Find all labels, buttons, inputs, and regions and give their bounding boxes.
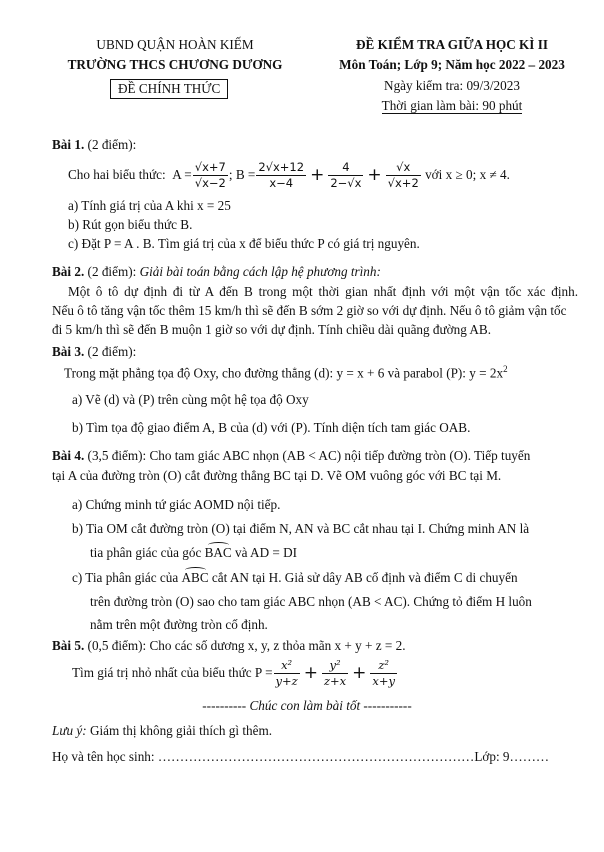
problem-4-heading [52, 448, 530, 464]
problem-1-part-a: a) Tính giá trị của A khi x = 25 [68, 198, 231, 213]
expr-B1-numerator: 2√x+12 [258, 159, 305, 174]
school-name: TRƯỜNG THCS CHƯƠNG DƯƠNG [67, 57, 283, 72]
problem-5-title: Bài 5. [52, 638, 85, 653]
expr-B-term-1 [256, 160, 306, 191]
problem-1-title: Bài 1. [52, 137, 85, 152]
expr-A-denominator: √x−2 [194, 175, 226, 190]
problem-3-heading [52, 344, 136, 360]
problem-3-intro-text: Trong mặt phẳng tọa độ Oxy, cho đường thẳng (d): y = x + 6 và parabol (P): y = 2x [64, 365, 504, 381]
problem-3-title: Bài 3. [52, 344, 85, 359]
p5-f2-numerator: y² [322, 658, 348, 674]
expr-B3-numerator: √x [386, 160, 421, 176]
expr-B1-denominator: x−4 [269, 175, 294, 190]
exponent: 2 [503, 364, 508, 374]
expr-B2-denominator: 2−√x [330, 175, 362, 190]
problem-5-intro: Tìm giá trị nhỏ nhất của biểu thức P = [72, 665, 273, 680]
problem-4-title: Bài 4. [52, 448, 85, 463]
problem-4-part-b-line-1: b) Tia OM cắt đường tròn (O) tại điểm N, AN và BC cắt nhau tại I. Chứng minh AN là [72, 521, 530, 536]
p5-fraction-1 [274, 658, 300, 689]
closing-wish: ---------- Chúc con làm bài tốt ----------- [202, 698, 412, 713]
expr-B-term-2 [328, 160, 363, 191]
p5-f2-denominator: z+x [323, 673, 347, 688]
exam-duration [322, 98, 582, 114]
expr-B-label: B = [235, 167, 256, 182]
plus-sign: + [303, 663, 318, 683]
problem-4-part-c-line-2: trên đường tròn (O) sao cho tam giác ABC nhọn (AB < AC). Chứng tỏ điểm H luôn [90, 594, 532, 609]
problem-2-line-3: đi 5 km/h thì sẽ đến B muộn 1 giờ so với dự định. Tính chiều dài quãng đường AB. [52, 322, 492, 337]
exam-title: ĐỀ KIỂM TRA GIỮA HỌC KÌ II [356, 37, 548, 52]
duration-text: Thời gian làm bài: 90 phút [381, 98, 523, 113]
problem-4-statement: (3,5 điểm): Cho tam giác ABC nhọn (AB < AC) nội tiếp đường tròn (O). Tiếp tuyến [84, 448, 531, 463]
authority-name: UBND QUẬN HOÀN KIẾM [96, 37, 254, 52]
problem-5-expression [72, 655, 398, 691]
official-badge: ĐỀ CHÍNH THỨC [110, 79, 228, 99]
expr-B-term-3 [386, 160, 421, 191]
problem-1-intro: Cho hai biểu thức: [68, 167, 166, 182]
note-text: Giám thị không giải thích gì thêm. [86, 723, 273, 738]
expr-B2-numerator: 4 [328, 160, 363, 176]
problem-3-intro [64, 364, 508, 381]
problem-1-part-b: b) Rút gọn biểu thức B. [68, 217, 193, 232]
p5-f3-denominator: x+y [372, 673, 396, 688]
problem-2-title: Bài 2. [52, 264, 85, 279]
problem-1-part-c: c) Đặt P = A . B. Tìm giá trị của x để biểu thức P có giá trị nguyên. [68, 236, 420, 251]
part-b-text: tia phân giác của góc [90, 545, 205, 560]
plus-sign: + [352, 663, 367, 683]
problem-1-condition: với x ≥ 0; x ≠ 4. [425, 167, 510, 182]
subject-line: Môn Toán; Lớp 9; Năm học 2022 – 2023 [339, 57, 565, 72]
part-c-text-end: cắt AN tại H. Giả sử dây AB cố định và điểm C di chuyển [208, 570, 518, 585]
expr-B3-denominator: √x+2 [387, 175, 419, 190]
part-b-text-end: và AD = DI [231, 545, 298, 560]
angle-BAC: BAC [204, 545, 232, 560]
problem-3-part-a: a) Vẽ (d) và (P) trên cùng một hệ tọa độ Oxy [72, 392, 309, 407]
problem-3-points: (2 điểm): [84, 344, 137, 359]
problem-3-part-b: b) Tìm tọa độ giao điểm A, B của (d) với (P). Tính diện tích tam giác OAB. [72, 420, 471, 435]
problem-2-points: (2 điểm): [84, 264, 140, 279]
problem-1-expressions [68, 157, 510, 193]
p5-f3-numerator: z² [370, 658, 397, 674]
problem-4-part-b-line-2 [90, 545, 297, 561]
problem-4-line-2: tại A của đường tròn (O) cắt đường thẳng BC tại D. Vẽ OM vuông góc với BC tại M. [52, 468, 502, 483]
part-c-text: c) Tia phân giác của [72, 570, 182, 585]
plus-sign: + [310, 165, 325, 185]
student-info-line: Họ và tên học sinh: ………………………………………………………………Lớp: 9……… [52, 749, 550, 764]
problem-1-points: (2 điểm): [84, 137, 137, 152]
p5-f1-numerator: x² [274, 658, 300, 674]
p5-fraction-3 [370, 658, 397, 689]
problem-2-line-2: Nếu ô tô tăng vận tốc thêm 15 km/h thì sẽ đến B sớm 2 giờ so với dự định. Nếu ô tô giảm vận tốc [52, 303, 567, 318]
problem-5-statement: (0,5 điểm): Cho các số dương x, y, z thỏa mãn x + y + z = 2. [84, 638, 406, 653]
proctor-note [52, 723, 272, 739]
problem-2-heading [52, 264, 381, 280]
note-label: Lưu ý: [52, 723, 87, 738]
expr-A-label: A = [172, 167, 192, 182]
problem-5-heading [52, 638, 406, 654]
expr-A-fraction [193, 160, 228, 191]
expr-A-numerator: √x+7 [194, 159, 226, 174]
problem-2-instruction: Giải bài toán bằng cách lập hệ phương trình: [139, 264, 381, 279]
problem-4-part-c-line-1 [72, 570, 518, 586]
p5-f1-denominator: y+z [275, 673, 298, 688]
problem-4-part-c-line-3: nằm trên một đường tròn cố định. [90, 617, 268, 632]
problem-4-part-a: a) Chứng minh tứ giác AOMD nội tiếp. [72, 497, 281, 512]
p5-fraction-2 [322, 658, 348, 689]
problem-2-line-1: Một ô tô dự định đi từ A đến B trong một thời gian nhất định với một vận tốc xác định. [68, 284, 578, 299]
angle-ABC: ABC [181, 570, 209, 585]
problem-1-heading [52, 137, 136, 153]
exam-date: Ngày kiểm tra: 09/3/2023 [384, 78, 520, 93]
expr-separator: ; [228, 167, 233, 182]
plus-sign: + [367, 165, 382, 185]
